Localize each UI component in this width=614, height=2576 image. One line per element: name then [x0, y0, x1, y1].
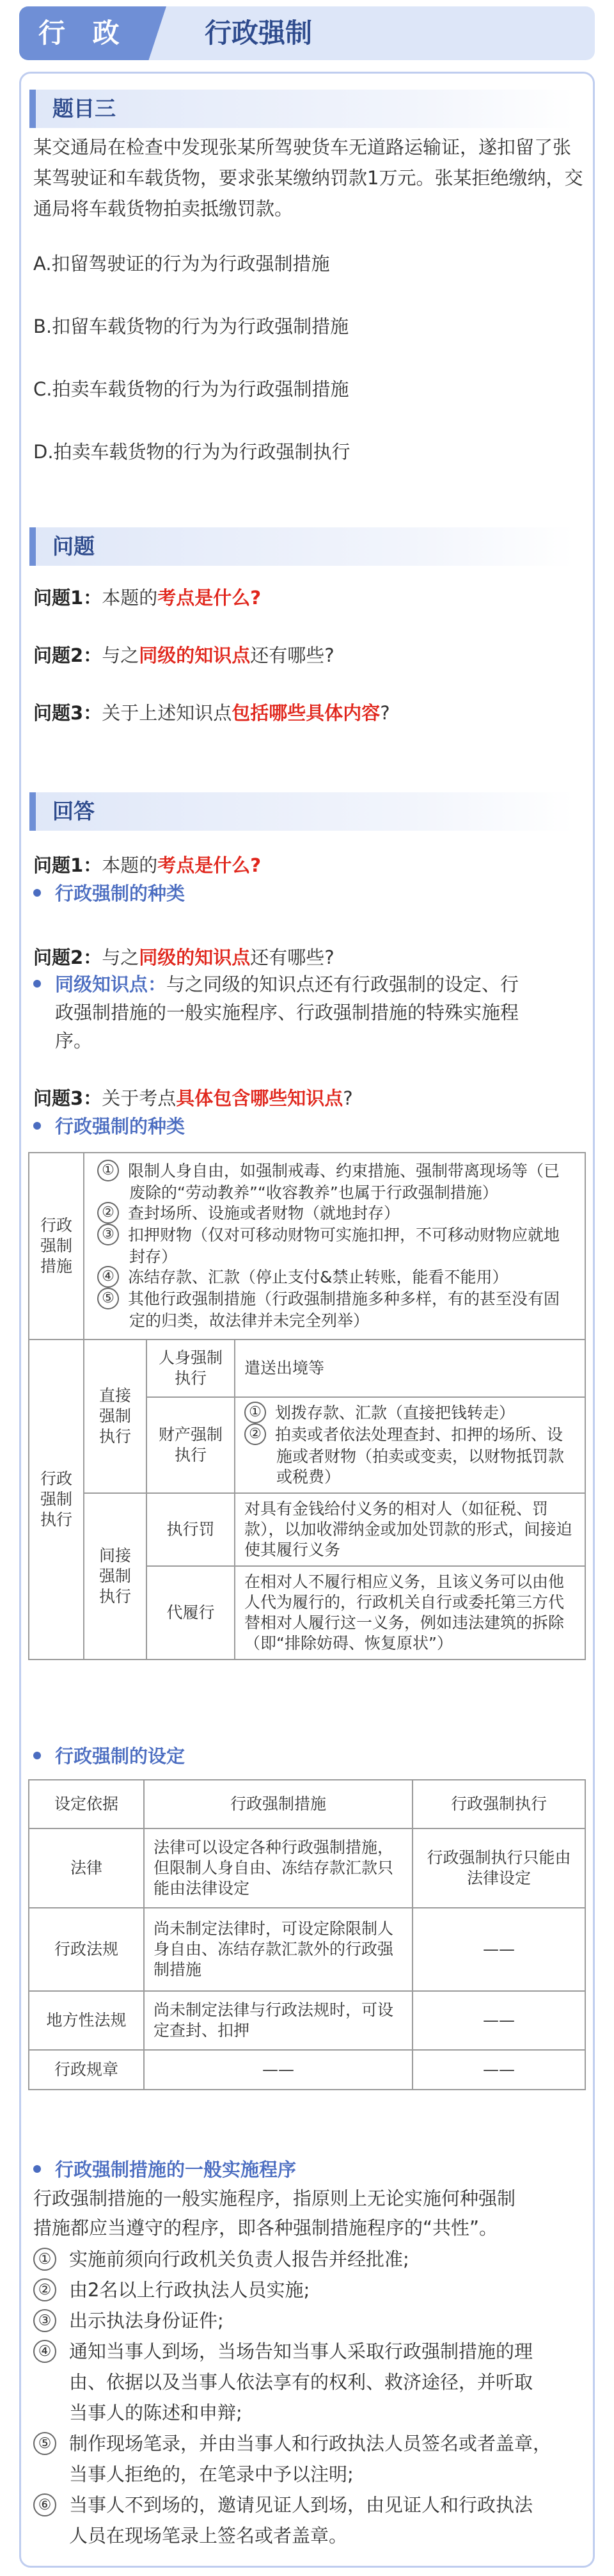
header-tag-label: 行 政	[38, 17, 129, 49]
table-header-row	[29, 1780, 585, 1828]
list-item-text: 划拨存款、汇款（直接把钱转走）	[275, 1404, 516, 1422]
heading-bar	[29, 90, 36, 128]
questions-heading	[29, 527, 574, 566]
number-badge: ②	[97, 1202, 119, 1224]
procedure-intro-line-1: 行政强制措施的一般实施程序，指原则上无论实施何种强制	[33, 2188, 516, 2209]
procedure-step-3	[33, 2305, 583, 2336]
procedure-intro	[33, 2184, 588, 2243]
answer-3	[33, 1085, 353, 1111]
column-header: 设定依据	[29, 1780, 144, 1828]
step-line: 当事人拒绝的，在笔录中予以注明;	[69, 2463, 354, 2485]
answer-3-label: 问题3：	[33, 1087, 102, 1109]
table-row	[29, 1493, 585, 1566]
cell-basis: 行政规章	[29, 2050, 144, 2090]
cell-basis: 法律	[29, 1828, 144, 1908]
indirect-label: 间接强制执行	[84, 1493, 146, 1660]
option-d: D.拍卖车载货物的行为为行政强制执行	[33, 441, 350, 463]
table-row	[29, 1828, 585, 1908]
table-row	[29, 1340, 585, 1397]
procedure-bullet	[33, 2157, 296, 2182]
answer-3-bullet	[33, 1114, 185, 1139]
list-item-text: 冻结存款、汇款（停止支付&禁止转账，能看不能用）	[128, 1268, 508, 1286]
number-badge: ②	[33, 2278, 56, 2301]
answer-2-bullet	[33, 970, 588, 1055]
problem-text: 某交通局在检查中发现张某所驾驶货车无道路运输证，遂扣留了张某驾驶证和车载货物，要求张某缴纳罚款1万元。张某拒绝缴纳，交通局将车载货物拍卖抵缴罚款。	[33, 136, 583, 220]
number-badge: ①	[33, 2248, 56, 2271]
list-item	[244, 1403, 576, 1425]
cell-exec: ——	[413, 1991, 585, 2050]
number-badge: ①	[244, 1402, 266, 1423]
answer-3-highlight: 具体包含哪些知识点	[176, 1087, 343, 1109]
question-1	[33, 585, 261, 611]
property-list	[235, 1397, 585, 1493]
question-2-suffix: 还有哪些?	[250, 644, 335, 666]
number-badge: ⑥	[33, 2493, 56, 2516]
step-line: 通知当事人到场，当场告知当事人采取行政强制措施的理	[69, 2340, 533, 2362]
answer-3-suffix: ?	[343, 1087, 353, 1109]
number-badge: ①	[97, 1160, 119, 1181]
heading-bar	[29, 527, 36, 566]
table-row	[29, 2050, 585, 2090]
cell-measure: ——	[144, 2050, 413, 2090]
question-2-text: 与之	[102, 644, 139, 666]
number-badge: ④	[97, 1266, 119, 1288]
bullet-dot	[33, 1122, 41, 1130]
bullet-dot	[33, 889, 41, 897]
question-3-highlight: 包括哪些具体内容	[232, 702, 381, 724]
page-header	[19, 6, 595, 60]
questions-heading-text: 问题	[52, 534, 95, 559]
property-label: 财产强制执行	[146, 1397, 235, 1493]
number-badge: ⑤	[33, 2432, 56, 2455]
answer-2-bullet-label: 同级知识点：	[55, 973, 167, 995]
list-item	[97, 1225, 572, 1267]
step-line: 由2名以上行政执法人员实施;	[69, 2279, 310, 2301]
answer-2	[33, 945, 335, 970]
list-item-text: 扣押财物（仅对可移动财物可实施扣押，不可移动财物应就地封存）	[128, 1226, 560, 1266]
proxy-label: 代履行	[146, 1566, 235, 1660]
step-line: 由、依据以及当事人依法享有的权利、救济途径，并听取	[69, 2371, 533, 2393]
answer-2-highlight: 同级的知识点	[139, 947, 251, 968]
table-row	[29, 1991, 585, 2050]
answer-1-text: 本题的	[102, 854, 158, 876]
step-line: 出示执法身份证件;	[69, 2310, 224, 2332]
number-badge: ③	[33, 2309, 56, 2332]
cell-measure: 尚未制定法律时，可设定除限制人身自由、冻结存款汇款外的行政强制措施	[144, 1908, 413, 1991]
procedure-step-5	[33, 2428, 583, 2490]
cell-measure: 尚未制定法律与行政法规时，可设定查封、扣押	[144, 1991, 413, 2050]
list-item-text: 拍卖或者依法处理查封、扣押的场所、设施或者财物（拍卖或变卖，以财物抵罚款或税费）	[275, 1425, 565, 1486]
list-item	[97, 1203, 572, 1225]
measures-label: 行政强制措施	[29, 1153, 84, 1340]
step-line: 实施前须向行政机关负责人报告并经批准;	[69, 2248, 409, 2270]
problem-heading	[29, 90, 574, 128]
list-item-text: 其他行政强制措施（行政强制措施多种多样，有的甚至没有固定的归类，故法律并未完全列举）	[128, 1290, 560, 1330]
answer-3-text: 关于考点	[102, 1087, 177, 1109]
step-line: 人员在现场笔录上签名或者盖章。	[69, 2525, 348, 2547]
procedure-step-1	[33, 2244, 583, 2275]
procedure-step-4	[33, 2336, 583, 2428]
problem-heading-text: 题目三	[52, 96, 116, 121]
procedure-step-6	[33, 2490, 583, 2551]
person-text: 遣送出境等	[235, 1340, 585, 1397]
step-line: 当事人的陈述和申辩;	[69, 2402, 242, 2424]
list-item	[97, 1289, 572, 1331]
direct-label: 直接强制执行	[84, 1340, 146, 1493]
question-2-label: 问题2：	[33, 644, 102, 666]
question-2-highlight: 同级的知识点	[139, 644, 251, 666]
question-1-text: 本题的	[102, 587, 158, 609]
answer-3-bullet-text: 行政强制的种类	[55, 1116, 185, 1137]
cell-exec: ——	[413, 1908, 585, 1991]
step-line: 当事人不到场的，邀请见证人到场，由见证人和行政执法	[69, 2494, 533, 2516]
question-1-highlight: 考点是什么?	[157, 587, 262, 609]
setting-bullet	[33, 1743, 185, 1769]
answer-2-label: 问题2：	[33, 947, 102, 968]
answer-2-text: 与之	[102, 947, 139, 968]
question-3-suffix: ?	[380, 702, 390, 724]
cell-basis: 地方性法规	[29, 1991, 144, 2050]
number-badge: ④	[33, 2340, 56, 2363]
question-2	[33, 643, 335, 668]
option-b: B.扣留车载货物的行为为行政强制措施	[33, 316, 349, 337]
setting-table	[28, 1779, 586, 2090]
proxy-text: 在相对人不履行相应义务，且该义务可以由他人代为履行的，行政机关自行或委托第三方代替相对人履行这一义务，例如违法建筑的拆除（即“排除妨碍、恢复原状”）	[235, 1566, 585, 1660]
answer-2-bullet-line-1: 与之同级的知识点还有行政强制的设定、行	[166, 973, 519, 995]
answer-2-bullet-line-3: 序。	[55, 1030, 93, 1052]
question-3	[33, 700, 390, 726]
bullet-dot	[33, 980, 41, 988]
setting-bullet-text: 行政强制的设定	[55, 1745, 185, 1767]
number-badge: ⑤	[97, 1288, 119, 1309]
answer-1	[33, 852, 261, 878]
list-item-text: 查封场所、设施或者财物（就地封存）	[128, 1204, 400, 1222]
fine-label: 执行罚	[146, 1493, 235, 1566]
column-header: 行政强制措施	[144, 1780, 413, 1828]
question-3-label: 问题3：	[33, 702, 102, 724]
step-line: 制作现场笔录，并由当事人和行政执法人员签名或者盖章，	[69, 2433, 552, 2454]
option-a: A.扣留驾驶证的行为为行政强制措施	[33, 253, 330, 275]
list-item	[244, 1425, 576, 1487]
measures-list	[84, 1153, 585, 1340]
question-1-label: 问题1：	[33, 587, 102, 609]
page-title: 行政强制	[205, 17, 313, 49]
answer-1-bullet-text: 行政强制的种类	[55, 883, 185, 904]
list-item	[97, 1267, 572, 1289]
bullet-dot	[33, 2165, 41, 2173]
procedure-intro-line-2: 措施都应当遵守的程序，即各种强制措施程序的“共性”。	[33, 2217, 498, 2239]
cell-exec: 行政强制执行只能由法律设定	[413, 1828, 585, 1908]
number-badge: ②	[244, 1423, 266, 1445]
answer-2-bullet-line-2: 政强制措施的一般实施程序、行政强制措施的特殊实施程	[55, 1002, 519, 1023]
procedure-bullet-text: 行政强制措施的一般实施程序	[55, 2159, 297, 2180]
exec-label: 行政强制执行	[29, 1340, 84, 1660]
answer-1-label: 问题1：	[33, 854, 102, 876]
coercion-types-table	[28, 1152, 586, 1660]
bullet-dot	[33, 1752, 41, 1759]
person-label: 人身强制执行	[146, 1340, 235, 1397]
table-row	[29, 1908, 585, 1991]
answers-heading	[29, 792, 574, 831]
list-item	[97, 1161, 572, 1203]
column-header: 行政强制执行	[413, 1780, 585, 1828]
table-row	[29, 1153, 585, 1340]
option-c: C.拍卖车载货物的行为为行政强制措施	[33, 378, 349, 400]
procedure-step-2	[33, 2275, 583, 2305]
answer-1-highlight: 考点是什么?	[157, 854, 262, 876]
fine-text: 对具有金钱给付义务的相对人（如征税、罚款），以加收滞纳金或加处罚款的形式，间接迫使其履行义务	[235, 1493, 585, 1566]
list-item-text: 限制人身自由，如强制戒毒、约束措施、强制带离现场等（已废除的“劳动教养”“收容教养”也属于行政强制措施）	[128, 1162, 560, 1202]
heading-bar	[29, 792, 36, 831]
answer-1-bullet	[33, 881, 185, 906]
cell-measure: 法律可以设定各种行政强制措施，但限制人身自由、冻结存款汇款只能由法律设定	[144, 1828, 413, 1908]
number-badge: ③	[97, 1224, 119, 1245]
answer-2-suffix: 还有哪些?	[250, 947, 335, 968]
cell-basis: 行政法规	[29, 1908, 144, 1991]
cell-exec: ——	[413, 2050, 585, 2090]
answers-heading-text: 回答	[52, 799, 95, 824]
question-3-text: 关于上述知识点	[102, 702, 232, 724]
